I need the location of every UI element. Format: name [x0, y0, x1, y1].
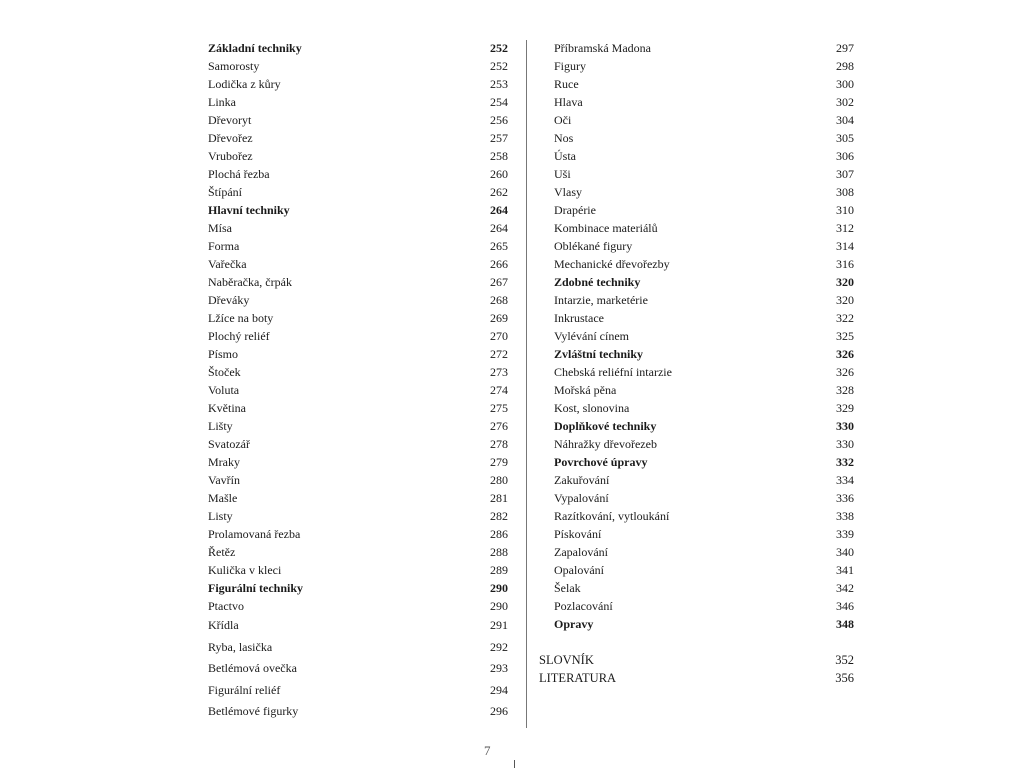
toc-entry [554, 435, 854, 453]
toc-entry-page: 272 [490, 347, 508, 361]
toc-entry-page: 264 [490, 203, 508, 217]
toc-entry-title: Příbramská Madona [554, 41, 651, 55]
toc-entry-page: 308 [836, 185, 854, 199]
toc-entry-page: 289 [490, 563, 508, 577]
toc-entry [208, 680, 508, 702]
toc-entry-page: 341 [836, 563, 854, 577]
toc-entry [208, 597, 508, 615]
toc-entry [208, 165, 508, 183]
toc-entry-title: Mraky [208, 455, 240, 469]
toc-entry [208, 507, 508, 525]
toc-entry [208, 525, 508, 543]
toc-entry-title: Ryba, lasička [208, 639, 273, 654]
toc-entry-page: 334 [836, 473, 854, 487]
toc-entry-title: Dřevořez [208, 131, 253, 145]
toc-entry-title: Opalování [554, 563, 604, 577]
toc-entry-title: Zvláštní techniky [554, 347, 644, 361]
toc-entry-title: Drapérie [554, 203, 596, 217]
toc-entry [554, 543, 854, 561]
toc-entry-title: Křídla [208, 618, 239, 632]
toc-entry-page: 257 [490, 131, 508, 145]
toc-entry [554, 75, 854, 93]
toc-entry-title: Vrubořez [208, 149, 253, 163]
toc-entry-title: Povrchové úpravy [554, 455, 648, 469]
toc-entry-page: 253 [490, 77, 508, 91]
toc-entry-title: Zakuřování [554, 473, 610, 487]
toc-entry [208, 147, 508, 165]
toc-entry-page: 304 [836, 113, 854, 127]
toc-entry-page: 274 [490, 383, 508, 397]
toc-entry-page: 281 [490, 491, 508, 505]
toc-entry [554, 183, 854, 201]
toc-entry [554, 597, 854, 615]
toc-entry-page: 265 [490, 239, 508, 253]
toc-entry [554, 327, 854, 345]
toc-entry [554, 255, 854, 273]
toc-entry [554, 507, 854, 525]
toc-entry [208, 273, 508, 291]
toc-entry-page: 310 [836, 203, 854, 217]
toc-entry-page: 305 [836, 131, 854, 145]
toc-entry [208, 93, 508, 111]
toc-entry-page: 278 [490, 437, 508, 451]
toc-back-matter [539, 651, 854, 687]
toc-section-heading [554, 417, 854, 435]
toc-entry-title: Betlémová ovečka [208, 661, 297, 675]
toc-entry-page: 292 [490, 639, 508, 654]
toc-entry-title: Prolamovaná řezba [208, 527, 301, 541]
toc-right-column [554, 39, 854, 633]
toc-entry-page: 356 [835, 671, 854, 685]
toc-entry [208, 701, 508, 723]
toc-entry-title: Základní techniky [208, 41, 302, 55]
toc-entry-page: 330 [836, 437, 854, 451]
toc-entry [208, 291, 508, 309]
toc-entry-page: 339 [836, 527, 854, 541]
toc-entry-title: Hlavní techniky [208, 203, 290, 217]
toc-entry-page: 328 [836, 383, 854, 397]
toc-entry-title: Řetěz [208, 545, 236, 559]
toc-entry-title: Lžíce na boty [208, 311, 274, 325]
toc-entry-title: Samorosty [208, 59, 260, 73]
toc-entry-title: Lodička z kůry [208, 77, 281, 91]
toc-entry-title: Forma [208, 239, 240, 253]
toc-entry-title: Intarzie, marketérie [554, 293, 648, 307]
toc-entry-page: 352 [835, 653, 854, 667]
toc-entry-title: Razítkování, vytloukání [554, 509, 670, 523]
bottom-tick-mark [514, 760, 515, 768]
toc-entry [208, 327, 508, 345]
toc-entry-page: 282 [490, 509, 508, 523]
toc-entry [554, 309, 854, 327]
toc-entry [554, 93, 854, 111]
toc-entry-page: 306 [836, 149, 854, 163]
toc-entry [208, 57, 508, 75]
toc-entry [554, 219, 854, 237]
toc-entry [554, 237, 854, 255]
toc-entry-title: Ruce [554, 77, 579, 91]
toc-entry-page: 275 [490, 401, 508, 415]
toc-entry [208, 417, 508, 435]
toc-entry-title: Pozlacování [554, 599, 613, 613]
toc-entry [208, 255, 508, 273]
toc-section-heading [554, 615, 854, 633]
toc-entry [208, 543, 508, 561]
toc-section-heading [554, 273, 854, 291]
toc-entry-page: 326 [836, 347, 854, 361]
toc-entry-title: Dřevoryt [208, 113, 252, 127]
column-divider [526, 40, 527, 728]
toc-entry-page: 302 [836, 95, 854, 109]
toc-entry [539, 651, 854, 669]
toc-entry-title: Listy [208, 509, 233, 523]
toc-section-heading [554, 345, 854, 363]
toc-entry [554, 561, 854, 579]
toc-entry [208, 399, 508, 417]
toc-entry [554, 129, 854, 147]
toc-entry-page: 340 [836, 545, 854, 559]
toc-entry-title: SLOVNÍK [539, 653, 594, 667]
toc-entry [554, 39, 854, 57]
toc-entry-page: 252 [490, 59, 508, 73]
toc-entry-page: 336 [836, 491, 854, 505]
toc-entry-title: Písmo [208, 347, 239, 361]
toc-entry-title: Kombinace materiálů [554, 221, 658, 235]
toc-entry-title: Ptactvo [208, 599, 244, 613]
toc-entry [554, 489, 854, 507]
toc-entry [208, 129, 508, 147]
toc-entry-page: 258 [490, 149, 508, 163]
toc-entry [554, 471, 854, 489]
toc-entry [208, 658, 508, 680]
toc-entry-title: Mořská pěna [554, 383, 617, 397]
toc-entry-page: 262 [490, 185, 508, 199]
toc-entry-title: Mísa [208, 221, 232, 235]
toc-entry-page: 254 [490, 95, 508, 109]
toc-entry [208, 637, 508, 659]
toc-entry-title: Vavřín [208, 473, 240, 487]
toc-entry [554, 381, 854, 399]
toc-entry-page: 326 [836, 365, 854, 379]
toc-entry-title: Hlava [554, 95, 583, 109]
toc-entry-title: Pískování [554, 527, 602, 541]
toc-entry [554, 399, 854, 417]
toc-entry-page: 312 [836, 221, 854, 235]
toc-entry [208, 471, 508, 489]
toc-entry-title: Svatozář [208, 437, 250, 451]
toc-entry [554, 147, 854, 165]
toc-entry-page: 264 [490, 221, 508, 235]
toc-entry-page: 291 [490, 618, 508, 632]
toc-entry-title: Lišty [208, 419, 233, 433]
toc-entry-title: Vařečka [208, 257, 247, 271]
toc-entry-page: 338 [836, 509, 854, 523]
toc-entry-title: Štípání [208, 185, 243, 199]
toc-entry-title: Opravy [554, 617, 594, 631]
toc-entry-title: Figury [554, 59, 587, 73]
toc-entry [208, 75, 508, 93]
toc-entry-title: Dřeváky [208, 293, 250, 307]
toc-entry [554, 291, 854, 309]
toc-entry-page: 300 [836, 77, 854, 91]
toc-entry-title: Betlémové figurky [208, 704, 299, 718]
toc-entry-page: 325 [836, 329, 854, 343]
toc-entry [208, 183, 508, 201]
toc-entry [554, 201, 854, 219]
toc-entry-page: 293 [490, 661, 508, 675]
toc-entry-page: 330 [836, 419, 854, 433]
toc-entry [554, 363, 854, 381]
toc-entry-title: Mašle [208, 491, 238, 505]
toc-entry-page: 298 [836, 59, 854, 73]
toc-entry-page: 320 [836, 275, 854, 289]
toc-entry-page: 322 [836, 311, 854, 325]
toc-section-heading [554, 453, 854, 471]
toc-entry-page: 297 [836, 41, 854, 55]
toc-entry-page: 348 [836, 617, 854, 631]
toc-entry-title: Oči [554, 113, 572, 127]
toc-entry-page: 290 [490, 581, 508, 595]
toc-entry-title: Linka [208, 95, 236, 109]
page-number: 7 [484, 743, 491, 758]
toc-entry-page: 296 [490, 704, 508, 718]
toc-entry-page: 273 [490, 365, 508, 379]
toc-entry-title: Kulička v kleci [208, 563, 282, 577]
toc-entry-title: Náhražky dřevořezeb [554, 437, 657, 451]
toc-entry-page: 314 [836, 239, 854, 253]
toc-entry-page: 266 [490, 257, 508, 271]
toc-entry [208, 561, 508, 579]
toc-entry-title: Naběračka, črpák [208, 275, 292, 289]
toc-entry-page: 332 [836, 455, 854, 469]
toc-entry-title: Voluta [208, 383, 240, 397]
toc-entry-title: Plochá řezba [208, 167, 270, 181]
toc-entry-page: 256 [490, 113, 508, 127]
toc-entry-page: 316 [836, 257, 854, 271]
toc-entry-title: Figurální techniky [208, 581, 304, 595]
toc-entry [208, 363, 508, 381]
toc-entry [554, 579, 854, 597]
toc-entry [208, 345, 508, 363]
toc-entry-page: 270 [490, 329, 508, 343]
toc-entry-page: 290 [490, 599, 508, 613]
toc-entry-title: Šelak [554, 581, 581, 595]
toc-entry-title: Zdobné techniky [554, 275, 641, 289]
toc-entry-page: 288 [490, 545, 508, 559]
toc-entry [208, 111, 508, 129]
toc-entry-page: 320 [836, 293, 854, 307]
toc-entry-page: 276 [490, 419, 508, 433]
toc-entry [208, 237, 508, 255]
toc-entry-page: 342 [836, 581, 854, 595]
toc-entry-title: Plochý reliéf [208, 329, 270, 343]
toc-entry-page: 280 [490, 473, 508, 487]
toc-entry-title: Oblékané figury [554, 239, 633, 253]
toc-entry [208, 435, 508, 453]
toc-entry-page: 329 [836, 401, 854, 415]
toc-entry-title: Figurální reliéf [208, 682, 281, 697]
toc-entry [208, 219, 508, 237]
toc-entry-page: 294 [490, 682, 508, 697]
toc-entry-page: 268 [490, 293, 508, 307]
toc-entry [208, 489, 508, 507]
toc-entry [208, 381, 508, 399]
toc-entry [539, 669, 854, 687]
toc-entry [208, 309, 508, 327]
toc-entry-title: Štoček [208, 365, 241, 379]
toc-left-column [208, 39, 508, 723]
toc-entry-title: LITERATURA [539, 671, 617, 685]
toc-section-heading [208, 579, 508, 597]
toc-entry-title: Uši [554, 167, 571, 181]
toc-entry-title: Chebská reliéfní intarzie [554, 365, 672, 379]
toc-entry-title: Inkrustace [554, 311, 604, 325]
toc-entry [208, 453, 508, 471]
toc-entry-title: Mechanické dřevořezby [554, 257, 670, 271]
toc-entry [554, 165, 854, 183]
toc-entry-title: Vylévání cínem [554, 329, 629, 343]
toc-entry [554, 57, 854, 75]
toc-entry-title: Kost, slonovina [554, 401, 630, 415]
toc-entry-title: Doplňkové techniky [554, 419, 657, 433]
toc-entry-page: 279 [490, 455, 508, 469]
toc-entry-title: Vlasy [554, 185, 582, 199]
toc-entry-page: 252 [490, 41, 508, 55]
toc-entry-title: Zapalování [554, 545, 608, 559]
toc-section-heading [208, 39, 508, 57]
toc-entry-page: 260 [490, 167, 508, 181]
toc-entry-page: 286 [490, 527, 508, 541]
toc-entry-title: Vypalování [554, 491, 609, 505]
toc-entry [554, 111, 854, 129]
toc-entry-page: 346 [836, 599, 854, 613]
toc-section-heading [208, 201, 508, 219]
toc-entry [208, 615, 508, 637]
toc-entry-title: Květina [208, 401, 246, 415]
toc-entry [554, 525, 854, 543]
toc-entry-page: 267 [490, 275, 508, 289]
toc-entry-page: 269 [490, 311, 508, 325]
toc-entry-title: Nos [554, 131, 574, 145]
toc-entry-title: Ústa [554, 149, 576, 163]
toc-entry-page: 307 [836, 167, 854, 181]
